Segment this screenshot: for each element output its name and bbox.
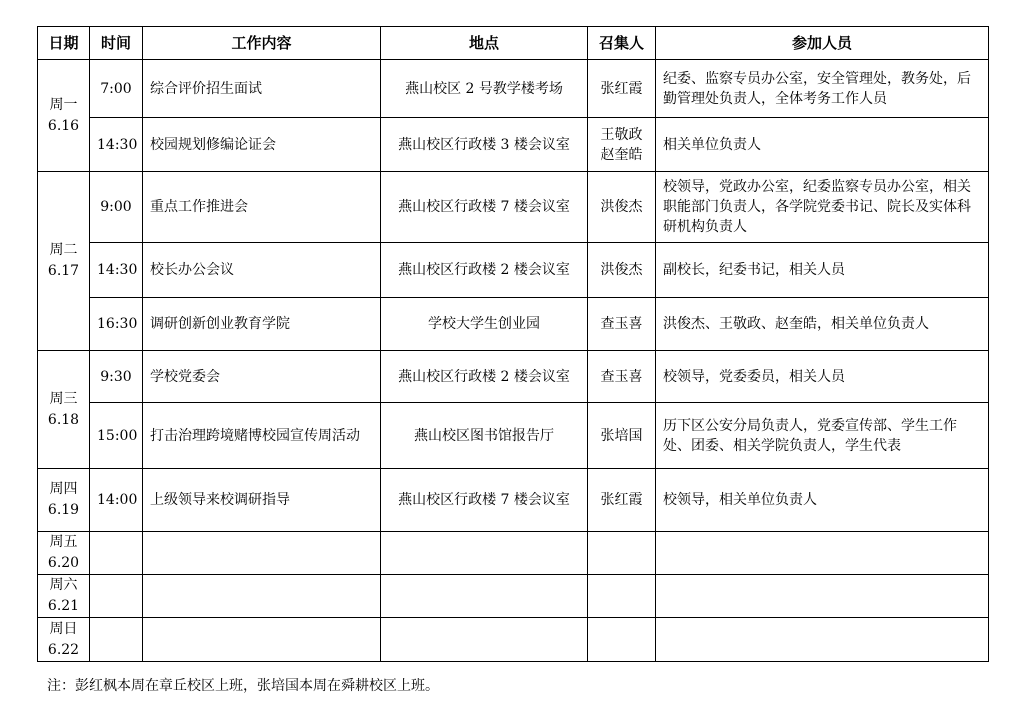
time-cell: 16:30	[90, 298, 143, 351]
host-cell: 洪俊杰	[588, 243, 656, 298]
host-cell: 查玉喜	[588, 351, 656, 403]
empty-cell	[381, 575, 588, 618]
empty-cell	[656, 575, 989, 618]
attendees-cell: 历下区公安分局负责人，党委宣传部、学生工作处、团委、相关学院负责人，学生代表	[656, 403, 989, 469]
table-row	[38, 298, 989, 351]
place-cell: 燕山校区行政楼 7 楼会议室	[381, 469, 588, 532]
day-cell-thu	[38, 469, 90, 532]
empty-cell	[143, 532, 381, 575]
place-cell: 燕山校区行政楼 3 楼会议室	[381, 118, 588, 172]
empty-cell	[656, 532, 989, 575]
day-cell-sat	[38, 575, 90, 618]
day-cell-fri	[38, 532, 90, 575]
attendees-cell: 副校长，纪委书记，相关人员	[656, 243, 989, 298]
content-cell: 重点工作推进会	[143, 172, 381, 243]
header-row	[38, 27, 989, 60]
empty-cell	[588, 618, 656, 662]
time-cell: 9:00	[90, 172, 143, 243]
attendees-cell: 纪委、监察专员办公室，安全管理处，教务处，后勤管理处负责人，全体考务工作人员	[656, 60, 989, 118]
attendees-cell: 洪俊杰、王敬政、赵奎皓，相关单位负责人	[656, 298, 989, 351]
header-host: 召集人	[588, 27, 656, 60]
host-cell: 张红霞	[588, 60, 656, 118]
place-cell: 燕山校区行政楼 2 楼会议室	[381, 351, 588, 403]
table-row	[38, 575, 989, 618]
table-row	[38, 172, 989, 243]
weekday-label: 周日	[49, 620, 78, 637]
host-cell: 洪俊杰	[588, 172, 656, 243]
weekday-label: 周三	[49, 390, 78, 407]
day-cell-mon	[38, 60, 90, 172]
empty-cell	[143, 618, 381, 662]
table-row	[38, 403, 989, 469]
weekday-label: 周一	[49, 96, 78, 113]
weekday-label: 周四	[49, 481, 78, 497]
weekday-label: 周二	[49, 242, 78, 258]
header-date: 日期	[38, 27, 90, 60]
table-row	[38, 351, 989, 403]
day-cell-tue	[38, 172, 90, 351]
content-cell: 综合评价招生面试	[143, 60, 381, 118]
time-cell: 9:30	[90, 351, 143, 403]
table-row	[38, 618, 989, 662]
date-label: 6.19	[47, 502, 80, 518]
header-attendees: 参加人员	[656, 27, 989, 60]
content-cell: 学校党委会	[143, 351, 381, 403]
date-label: 6.22	[47, 641, 80, 658]
content-cell: 上级领导来校调研指导	[143, 469, 381, 532]
weekly-schedule-table	[37, 26, 989, 662]
footnote: 注：彭红枫本周在章丘校区上班，张培国本周在舜耕校区上班。	[47, 678, 439, 694]
attendees-cell: 相关单位负责人	[656, 118, 989, 172]
attendees-cell: 校领导，党委委员，相关人员	[656, 351, 989, 403]
content-cell: 调研创新创业教育学院	[143, 298, 381, 351]
date-label: 6.17	[47, 263, 80, 279]
table-row	[38, 243, 989, 298]
empty-cell	[588, 532, 656, 575]
date-label: 6.21	[47, 598, 80, 614]
empty-cell	[90, 618, 143, 662]
empty-cell	[381, 532, 588, 575]
time-cell: 7:00	[90, 60, 143, 118]
time-cell: 15:00	[90, 403, 143, 469]
time-cell: 14:30	[90, 118, 143, 172]
header-time: 时间	[90, 27, 143, 60]
place-cell: 燕山校区图书馆报告厅	[381, 403, 588, 469]
empty-cell	[656, 618, 989, 662]
empty-cell	[143, 575, 381, 618]
date-label: 6.16	[47, 117, 80, 134]
table-row	[38, 118, 989, 172]
day-cell-wed	[38, 351, 90, 469]
date-label: 6.18	[47, 411, 80, 428]
time-cell: 14:00	[90, 469, 143, 532]
host-cell: 张红霞	[588, 469, 656, 532]
weekday-label: 周五	[49, 534, 78, 550]
time-cell: 14:30	[90, 243, 143, 298]
place-cell: 燕山校区行政楼 7 楼会议室	[381, 172, 588, 243]
table-row	[38, 532, 989, 575]
host-cell: 查玉喜	[588, 298, 656, 351]
empty-cell	[90, 532, 143, 575]
day-cell-sun	[38, 618, 90, 662]
content-cell: 校园规划修编论证会	[143, 118, 381, 172]
weekday-label: 周六	[49, 577, 78, 593]
content-cell: 打击治理跨境赌博校园宣传周活动	[143, 403, 381, 469]
host-cell: 张培国	[588, 403, 656, 469]
table-row	[38, 469, 989, 532]
attendees-cell: 校领导，相关单位负责人	[656, 469, 989, 532]
date-label: 6.20	[47, 555, 80, 571]
host-cell: 王敬政 赵奎皓	[588, 118, 656, 172]
empty-cell	[381, 618, 588, 662]
content-cell: 校长办公会议	[143, 243, 381, 298]
table-row	[38, 60, 989, 118]
header-place: 地点	[381, 27, 588, 60]
place-cell: 燕山校区 2 号教学楼考场	[381, 60, 588, 118]
place-cell: 燕山校区行政楼 2 楼会议室	[381, 243, 588, 298]
empty-cell	[588, 575, 656, 618]
header-content: 工作内容	[143, 27, 381, 60]
attendees-cell: 校领导，党政办公室，纪委监察专员办公室，相关职能部门负责人，各学院党委书记、院长及实体科研机构负责人	[656, 172, 989, 243]
empty-cell	[90, 575, 143, 618]
place-cell: 学校大学生创业园	[381, 298, 588, 351]
